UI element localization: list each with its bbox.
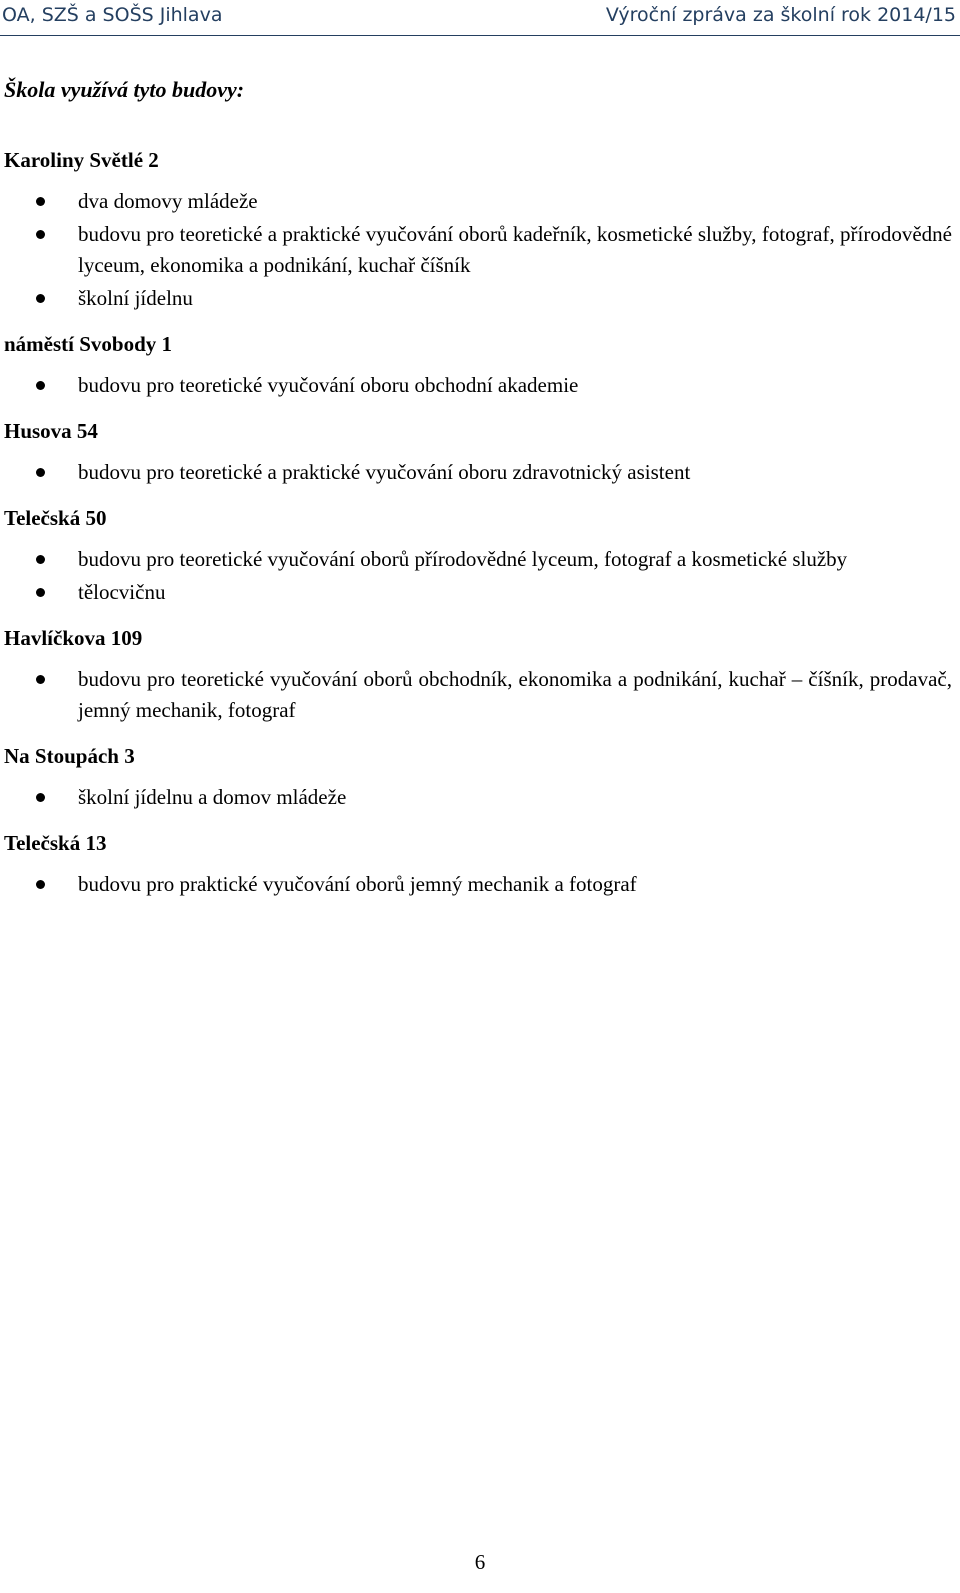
building-address: Telečská 13 xyxy=(4,831,107,855)
building-address: Karoliny Světlé 2 xyxy=(4,148,159,172)
header-school-name: OA, SZŠ a SOŠS Jihlava xyxy=(2,4,223,26)
list-item xyxy=(4,186,952,217)
page-number: 6 xyxy=(474,1550,486,1574)
bullet-icon xyxy=(36,381,45,390)
list-item-text: budovu pro teoretické vyučování oboru obchodní akademie xyxy=(78,373,579,397)
list-item-text: dva domovy mládeže xyxy=(78,189,258,213)
building-karoliny-svetle xyxy=(4,145,952,314)
list-item-text: budovu pro teoretické a praktické vyučování oborů kadeřník, kosmetické služby, fotograf, přírodovědné lyceum, ekonomika a podnikání, kuchař číšník xyxy=(78,222,952,277)
list-item xyxy=(4,664,952,726)
building-telecska-50 xyxy=(4,503,952,608)
list-item-text: školní jídelnu xyxy=(78,286,193,310)
header-report-title: Výroční zpráva za školní rok 2014/15 xyxy=(605,4,956,26)
bullet-icon xyxy=(36,880,45,889)
building-usage-list xyxy=(4,457,952,488)
building-address: náměstí Svobody 1 xyxy=(4,332,173,356)
list-item xyxy=(4,544,952,575)
bullet-icon xyxy=(36,793,45,802)
list-item-text: budovu pro teoretické vyučování oborů obchodník, ekonomika a podnikání, kuchař – číšník, prodavač, jemný mechanik, fotograf xyxy=(78,667,952,722)
list-item xyxy=(4,457,952,488)
bullet-icon xyxy=(36,675,45,684)
list-item xyxy=(4,869,952,900)
building-usage-list xyxy=(4,186,952,314)
building-na-stoupach xyxy=(4,741,952,813)
list-item-text: budovu pro praktické vyučování oborů jemný mechanik a fotograf xyxy=(78,872,637,896)
list-item xyxy=(4,283,952,314)
list-item-text: budovu pro teoretické a praktické vyučování oboru zdravotnický asistent xyxy=(78,460,691,484)
building-namesti-svobody xyxy=(4,329,952,401)
page-header xyxy=(0,0,960,36)
bullet-icon xyxy=(36,197,45,206)
list-item xyxy=(4,782,952,813)
list-item xyxy=(4,219,952,281)
list-item xyxy=(4,370,952,401)
bullet-icon xyxy=(36,230,45,239)
list-item-text: školní jídelnu a domov mládeže xyxy=(78,785,347,809)
building-address: Telečská 50 xyxy=(4,506,107,530)
bullet-icon xyxy=(36,294,45,303)
list-item-text: tělocvičnu xyxy=(78,580,166,604)
document-body xyxy=(4,74,952,915)
building-usage-list xyxy=(4,370,952,401)
building-usage-list xyxy=(4,664,952,726)
bullet-icon xyxy=(36,555,45,564)
building-usage-list xyxy=(4,544,952,608)
building-husova xyxy=(4,416,952,488)
building-usage-list xyxy=(4,782,952,813)
list-item xyxy=(4,577,952,608)
building-usage-list xyxy=(4,869,952,900)
section-title: Škola využívá tyto budovy: xyxy=(4,77,245,102)
bullet-icon xyxy=(36,588,45,597)
building-address: Havlíčkova 109 xyxy=(4,626,143,650)
building-telecska-13 xyxy=(4,828,952,900)
list-item-text: budovu pro teoretické vyučování oborů přírodovědné lyceum, fotograf a kosmetické služby xyxy=(78,547,848,571)
building-address: Na Stoupách 3 xyxy=(4,744,135,768)
building-havlickova xyxy=(4,623,952,726)
building-address: Husova 54 xyxy=(4,419,98,443)
bullet-icon xyxy=(36,468,45,477)
